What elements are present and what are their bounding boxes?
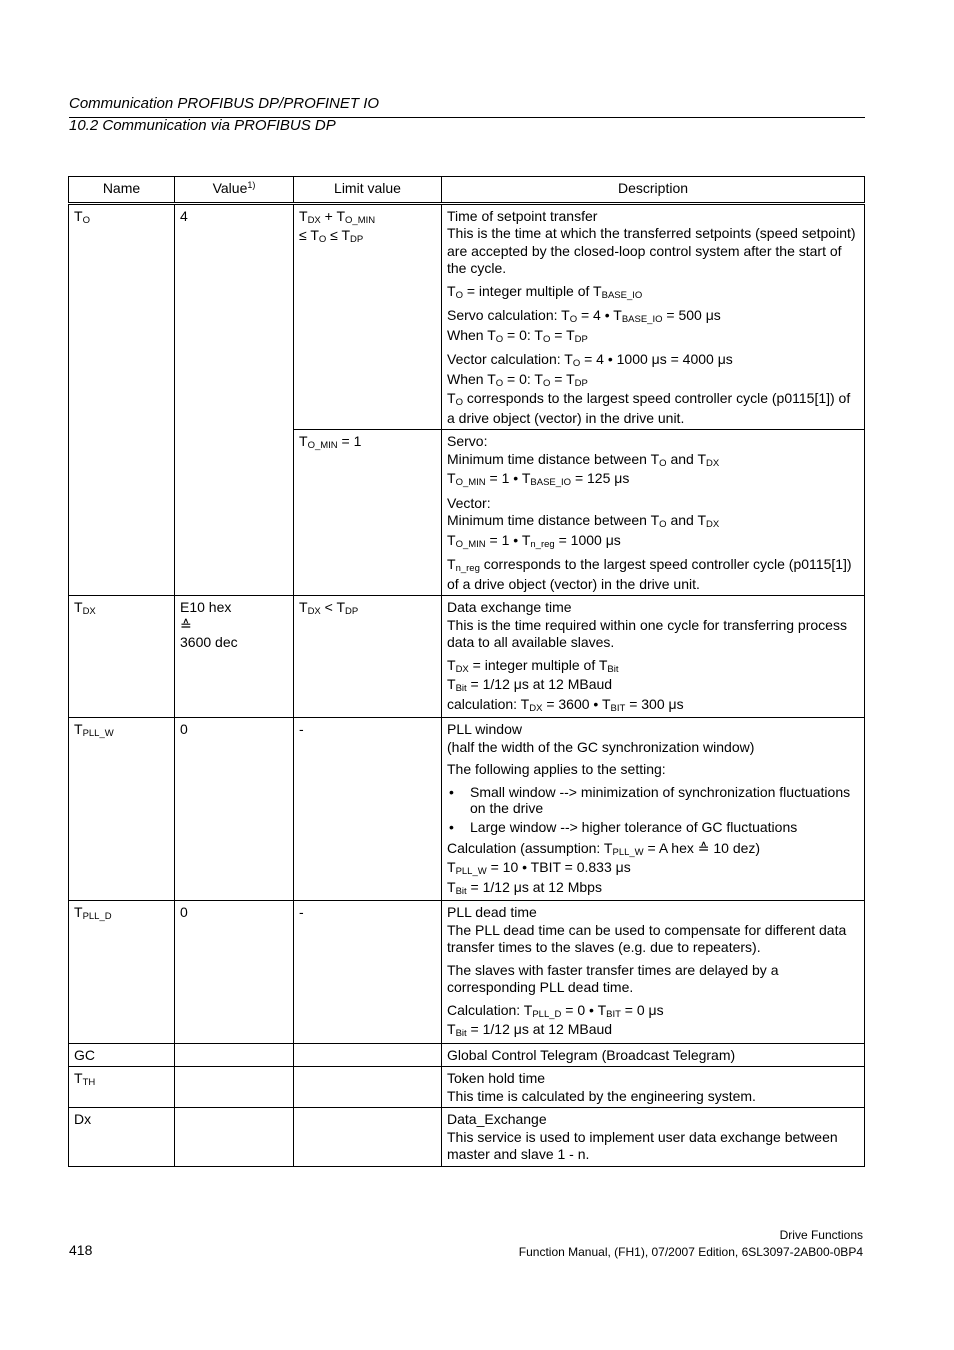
cell-value: 4 bbox=[175, 203, 294, 596]
cell-name: $T_{TH}$ bbox=[69, 1067, 175, 1108]
table-row bbox=[69, 596, 865, 718]
col-header-limit: Limit value bbox=[294, 177, 442, 204]
cell-name: Dx bbox=[69, 1108, 175, 1167]
table-row bbox=[69, 1067, 865, 1108]
cell-description: Time of setpoint transfer This is the time at which the transferred setpoints (speed setpoint) are accepted by the closed-loop control system after the start of the cycle. $T_O$ = integer multiple of $T_{BASE\_IO}$ Servo calculation: $T_O = 4$ • $T_{BASE\_IO} = 500$ μs When $T_O = 0$: $T_O = T_{DP}$ Vector calculation: $T_O = 4$ • 1000 μs = 4000 μs When $T_O = 0$: $T_O = T_{DP}$ $T_O$ corresponds to the largest speed controller cycle (p0115[1]) of a drive object (vector) in the drive unit. bbox=[442, 203, 865, 430]
header-title: Communication PROFIBUS DP/PROFINET IO bbox=[69, 95, 380, 112]
list-item: • Small window --> minimization of synchronization fluctuations on the drive bbox=[449, 783, 851, 816]
cell-value bbox=[175, 1067, 294, 1108]
footer-line-1: Drive Functions bbox=[779, 1228, 863, 1242]
bullet-list bbox=[447, 784, 859, 835]
table-row bbox=[69, 1043, 865, 1067]
parameter-table bbox=[68, 176, 865, 1167]
cell-description: Servo: Minimum time distance between $T_O$ and $T_{DX}$ $T_{O\_MIN} = 1$ • $T_{BASE\_IO} = 125$ μs Vector: Minimum time distance between $T_O$ and $T_{DX}$ $T_{O\_MIN} = 1$ • $T_{n\_reg} = 1000$ μs $T_{n\_reg}$ corresponds to the largest speed controller cycle (p0115[1]) of a drive object (vector) in the drive unit. bbox=[442, 430, 865, 596]
table-row bbox=[69, 901, 865, 1044]
cell-name: $T_{DX}$ bbox=[69, 596, 175, 718]
table-row bbox=[69, 1108, 865, 1167]
page-number: 418 bbox=[69, 1242, 93, 1258]
header-section: 10.2 Communication via PROFIBUS DP bbox=[69, 117, 336, 134]
bullet-icon: • bbox=[449, 783, 454, 800]
cell-limit: $T_{DX} < T_{DP}$ bbox=[294, 596, 442, 718]
table-header-row bbox=[69, 177, 865, 204]
cell-limit: $T_{O\_MIN} = 1$ bbox=[294, 430, 442, 596]
bullet-icon: • bbox=[449, 818, 454, 835]
cell-name: $T_{PLL\_W}$ bbox=[69, 718, 175, 901]
cell-description: PLL window (half the width of the GC synchronization window) The following applies to the setting: • Small window --> minimization of synchronization fluctuations on the drive • Large window --> higher tolerance of GC fluctuations Calculation (assumption: $T_{PLL\_W} = A$ hex ≙ 10 dez) $T_{PLL\_W} = 10$ • TBIT = 0.833 μs $T_{Bit} = 1/12$ μs at 12 Mbps bbox=[442, 718, 865, 901]
table-row bbox=[69, 718, 865, 901]
cell-value: 0 bbox=[175, 901, 294, 1044]
cell-name: $T_{PLL\_D}$ bbox=[69, 901, 175, 1044]
cell-description: PLL dead time The PLL dead time can be used to compensate for different data transfer times to the slaves (e.g. due to repeaters). The slaves with faster transfer times are delayed by a corresponding PLL dead time. Calculation: $T_{PLL\_D} = 0$ • $T_{BIT} = 0$ μs $T_{Bit} = 1/12$ μs at 12 MBaud bbox=[442, 901, 865, 1044]
col-header-value bbox=[175, 177, 294, 204]
cell-value: E10 hex ≙ 3600 dec bbox=[175, 596, 294, 718]
cell-limit bbox=[294, 1067, 442, 1108]
cell-description: Data_Exchange This service is used to implement user data exchange between master and slave 1 - n. bbox=[442, 1108, 865, 1167]
cell-limit bbox=[294, 1108, 442, 1167]
cell-limit: - bbox=[294, 901, 442, 1044]
list-item: • Large window --> higher tolerance of GC fluctuations bbox=[449, 818, 798, 835]
col-header-name: Name bbox=[69, 177, 175, 204]
cell-name: GC bbox=[69, 1043, 175, 1067]
col-header-value-footnote: 1) bbox=[247, 180, 256, 190]
cell-limit: $T_{DX} + T_{O\_MIN}$ ≤ $T_O \le T_{DP}$ bbox=[294, 203, 442, 430]
col-header-value-label: Value bbox=[212, 180, 248, 196]
cell-limit: - bbox=[294, 718, 442, 901]
table-row bbox=[69, 203, 865, 430]
footer-line-2: Function Manual, (FH1), 07/2007 Edition, 6SL3097-2AB00-0BP4 bbox=[518, 1245, 863, 1259]
cell-name: $T_O$ bbox=[69, 203, 175, 596]
cell-value bbox=[175, 1043, 294, 1067]
col-header-description: Description bbox=[442, 177, 865, 204]
cell-value bbox=[175, 1108, 294, 1167]
cell-description: Data exchange time This is the time required within one cycle for transferring process data to all available slaves. $T_{DX}$ = integer multiple of $T_{Bit}$ $T_{Bit} = 1/12$ μs at 12 MBaud calculation: $T_{DX} = 3600$ • $T_{BIT} = 300$ μs bbox=[442, 596, 865, 718]
cell-description: Token hold time This time is calculated by the engineering system. bbox=[442, 1067, 865, 1108]
cell-limit bbox=[294, 1043, 442, 1067]
cell-value: 0 bbox=[175, 718, 294, 901]
cell-description: Global Control Telegram (Broadcast Telegram) bbox=[442, 1043, 865, 1067]
